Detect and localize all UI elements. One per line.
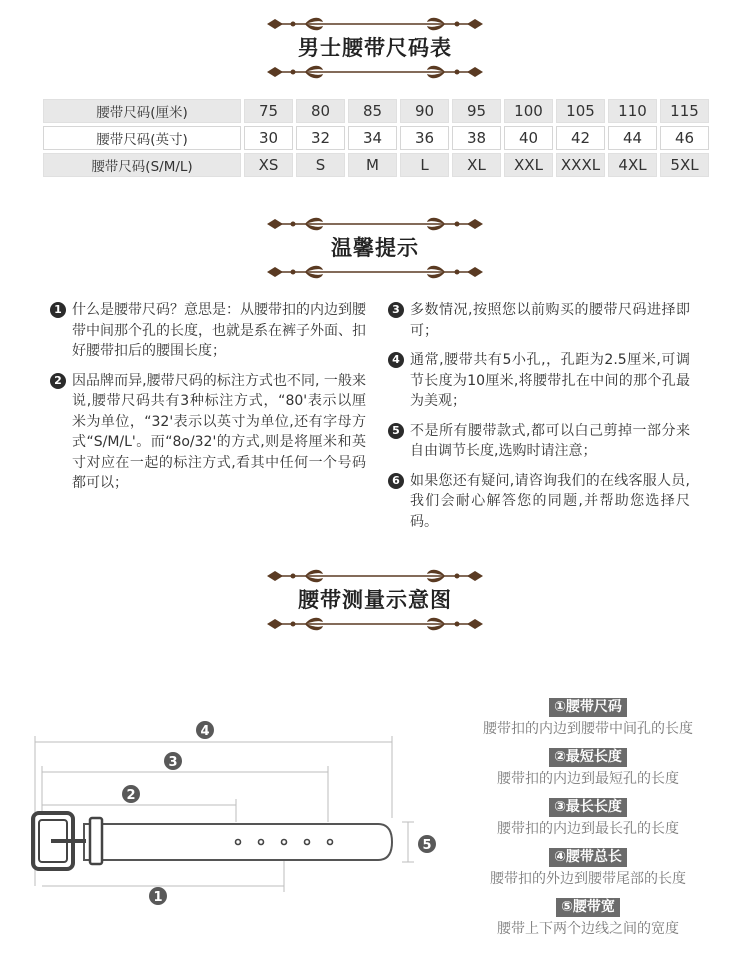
size-table bbox=[40, 96, 712, 180]
tip-item bbox=[388, 471, 690, 533]
tip-item bbox=[388, 421, 690, 462]
legend-item bbox=[440, 796, 736, 839]
size-cell: 40 bbox=[504, 126, 553, 150]
tip-item bbox=[388, 300, 690, 341]
tip-text: 因品牌而异,腰带尺码的标注方式也不同, 一般来说,腰带尺码共有3种标注方式，“80'表示以厘米为单位，“32'表示以英寸为单位,还有字母方式“S/M/L'。而“8o/32'的方式,则是将厘米和英寸对应在一起的标注方式,看其中任何一个号码都可以； bbox=[72, 372, 366, 491]
legend-title: ④腰带总长 bbox=[549, 848, 627, 867]
size-chart-header bbox=[0, 16, 750, 80]
size-cell: 38 bbox=[452, 126, 501, 150]
ornament-divider-bottom bbox=[265, 264, 485, 280]
tips-left-column bbox=[50, 300, 366, 503]
marker-shortest-length bbox=[122, 785, 140, 803]
diagram-legend bbox=[440, 696, 736, 946]
ornament-divider-bottom bbox=[265, 616, 485, 632]
ornament-divider-top bbox=[265, 16, 485, 32]
tip-number-badge: 6 bbox=[388, 473, 404, 489]
ornament-divider-top bbox=[265, 216, 485, 232]
size-cell: 4XL bbox=[608, 153, 657, 177]
size-cell: 34 bbox=[348, 126, 397, 150]
tip-item bbox=[50, 371, 366, 494]
tip-item bbox=[50, 300, 366, 362]
size-cell: 90 bbox=[400, 99, 449, 123]
diagram-header bbox=[0, 568, 750, 632]
legend-description: 腰带上下两个边线之间的宽度 bbox=[497, 921, 679, 937]
tip-item bbox=[388, 350, 690, 412]
tip-number-badge: 4 bbox=[388, 352, 404, 368]
size-chart-title: 男士腰带尺码表 bbox=[298, 36, 452, 60]
size-cell: XL bbox=[452, 153, 501, 177]
size-cell: XXXL bbox=[556, 153, 605, 177]
tip-number-badge: 3 bbox=[388, 302, 404, 318]
marker-belt-size bbox=[149, 887, 167, 905]
belt-loop bbox=[90, 818, 102, 864]
legend-description: 腰带扣的内边到最短孔的长度 bbox=[497, 771, 679, 787]
diagram-title: 腰带测量示意图 bbox=[298, 588, 452, 612]
size-cell: XS bbox=[244, 153, 293, 177]
legend-item bbox=[440, 746, 736, 789]
size-cell: XXL bbox=[504, 153, 553, 177]
tips-right-column bbox=[388, 300, 690, 541]
size-cell: 42 bbox=[556, 126, 605, 150]
legend-title: ①腰带尺码 bbox=[549, 698, 627, 717]
size-cell: 115 bbox=[660, 99, 709, 123]
belt-measurement-diagram bbox=[0, 700, 420, 920]
size-row-label: 腰带尺码(英寸) bbox=[43, 126, 241, 150]
size-cell: 46 bbox=[660, 126, 709, 150]
marker-total-length bbox=[196, 721, 214, 739]
tip-text: 什么是腰带尺码？意思是：从腰带扣的内边到腰带中间那个孔的长度，也就是系在裤子外面、扣好腰带扣后的腰围长度； bbox=[72, 302, 366, 359]
tips-header bbox=[0, 216, 750, 280]
size-table-row bbox=[43, 99, 709, 123]
legend-description: 腰带扣的外边到腰带尾部的长度 bbox=[490, 871, 686, 887]
size-cell: 75 bbox=[244, 99, 293, 123]
tip-number-badge: 5 bbox=[388, 423, 404, 439]
size-cell: 110 bbox=[608, 99, 657, 123]
tip-text: 多数情况,按照您以前购买的腰带尺码进择即可； bbox=[410, 302, 690, 339]
marker-belt-width-label: 5 bbox=[422, 838, 432, 853]
tips-title: 温馨提示 bbox=[331, 236, 419, 260]
size-cell: L bbox=[400, 153, 449, 177]
legend-title: ③最长长度 bbox=[549, 798, 627, 817]
tip-text: 不是所有腰带款式,都可以白己剪掉一部分来自由调节长度,选购时请注意； bbox=[410, 422, 690, 459]
ornament-divider-bottom bbox=[265, 64, 485, 80]
size-cell: 105 bbox=[556, 99, 605, 123]
tip-number-badge: 1 bbox=[50, 302, 66, 318]
marker-shortest-length-label: 2 bbox=[126, 788, 136, 803]
size-cell: 85 bbox=[348, 99, 397, 123]
size-cell: 5XL bbox=[660, 153, 709, 177]
marker-longest-length-label: 3 bbox=[168, 755, 178, 770]
ornament-divider-top bbox=[265, 568, 485, 584]
tip-text: 通常,腰带共有5小孔,，孔距为2.5厘米,可调节长度为10厘米,将腰带扎在中间的那个孔最为美观； bbox=[410, 352, 690, 409]
size-cell: 32 bbox=[296, 126, 345, 150]
size-row-label: 腰带尺码(厘米) bbox=[43, 99, 241, 123]
legend-description: 腰带扣的内边到最长孔的长度 bbox=[497, 821, 679, 837]
size-table-row bbox=[43, 126, 709, 150]
size-cell: 36 bbox=[400, 126, 449, 150]
size-cell: S bbox=[296, 153, 345, 177]
size-cell: 80 bbox=[296, 99, 345, 123]
size-cell: 95 bbox=[452, 99, 501, 123]
legend-description: 腰带扣的内边到腰带中间孔的长度 bbox=[483, 721, 693, 737]
marker-longest-length bbox=[164, 752, 182, 770]
marker-total-length-label: 4 bbox=[200, 724, 210, 739]
size-row-label: 腰带尺码(S/M/L) bbox=[43, 153, 241, 177]
legend-item bbox=[440, 846, 736, 889]
size-table-row bbox=[43, 153, 709, 177]
size-cell: M bbox=[348, 153, 397, 177]
legend-item bbox=[440, 696, 736, 739]
legend-title: ⑤腰带宽 bbox=[556, 898, 620, 917]
size-cell: 100 bbox=[504, 99, 553, 123]
tip-number-badge: 2 bbox=[50, 373, 66, 389]
legend-title: ②最短长度 bbox=[549, 748, 627, 767]
marker-belt-size-label: 1 bbox=[153, 890, 163, 905]
legend-item bbox=[440, 896, 736, 939]
size-cell: 44 bbox=[608, 126, 657, 150]
belt-shape bbox=[33, 813, 392, 869]
marker-belt-width-badge bbox=[416, 833, 438, 855]
size-cell: 30 bbox=[244, 126, 293, 150]
tip-text: 如果您还有疑问,请咨询我们的在线客服人员,我们会耐心解答您的同题,并帮助您选择尺码。 bbox=[410, 472, 690, 530]
